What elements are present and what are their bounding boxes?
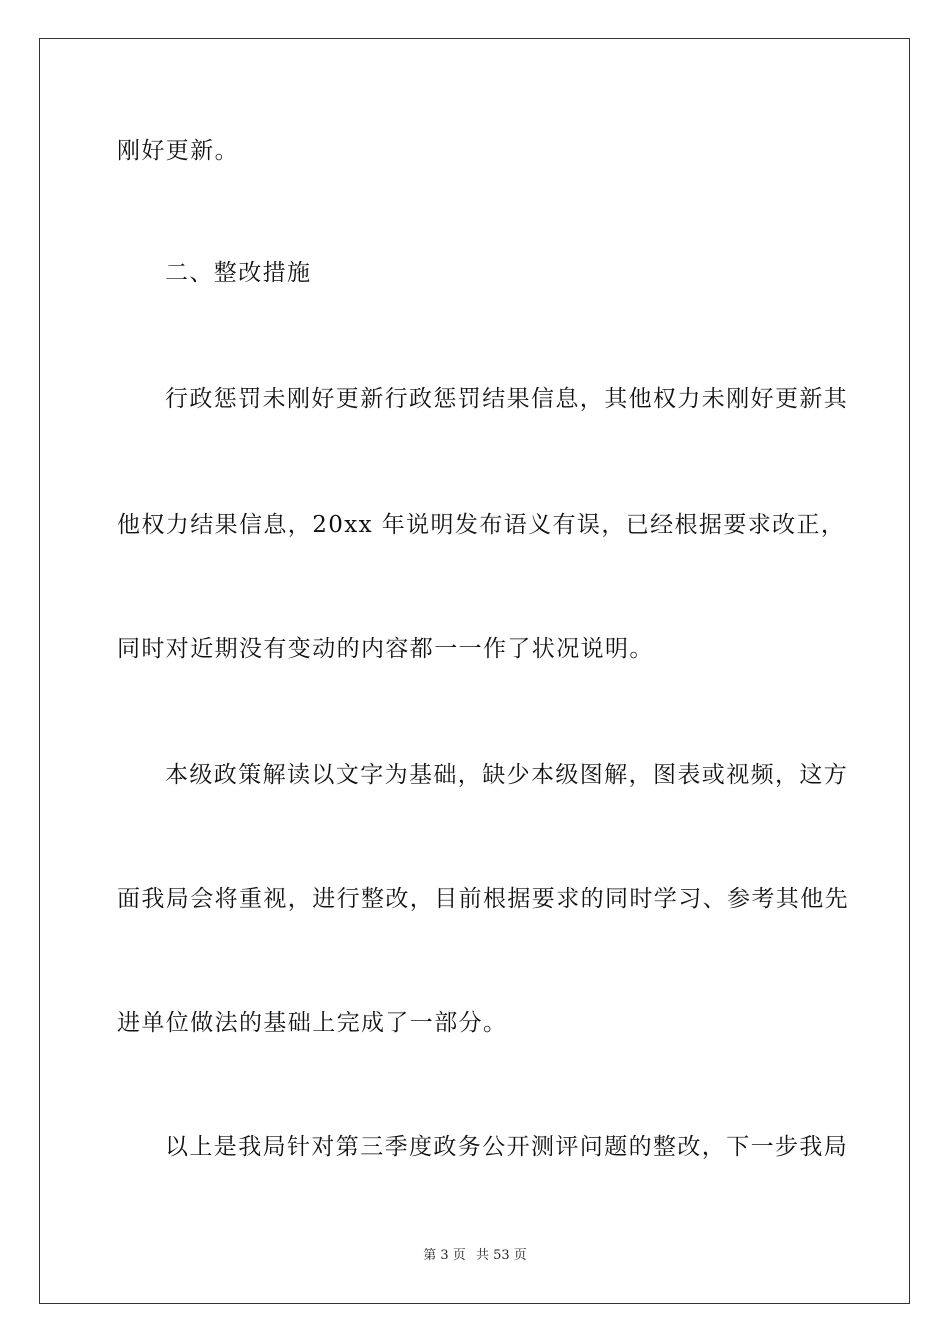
page-total: 共 53 页: [475, 1248, 527, 1263]
body-line-6: 面我局会将重视，进行整改，目前根据要求的同时学习、参考其他先: [117, 886, 849, 912]
body-line-7: 进单位做法的基础上完成了一部分。: [117, 1010, 508, 1036]
body-line-3: 他权力结果信息，20xx 年说明发布语义有误，已经根据要求改正，: [117, 512, 846, 538]
section-heading: 二、整改措施: [165, 260, 312, 286]
body-line-5: 本级政策解读以文字为基础，缺少本级图解，图表或视频，这方: [165, 762, 849, 788]
body-line-1: 刚好更新。: [117, 138, 239, 164]
page-border: [39, 38, 910, 1304]
body-line-4: 同时对近期没有变动的内容都一一作了状况说明。: [117, 636, 654, 662]
body-line-8: 以上是我局针对第三季度政务公开测评问题的整改，下一步我局: [165, 1134, 849, 1160]
page-number: 第 3 页: [423, 1248, 466, 1263]
page-footer: [0, 1247, 950, 1265]
body-line-2: 行政惩罚未刚好更新行政惩罚结果信息，其他权力未刚好更新其: [165, 386, 849, 412]
